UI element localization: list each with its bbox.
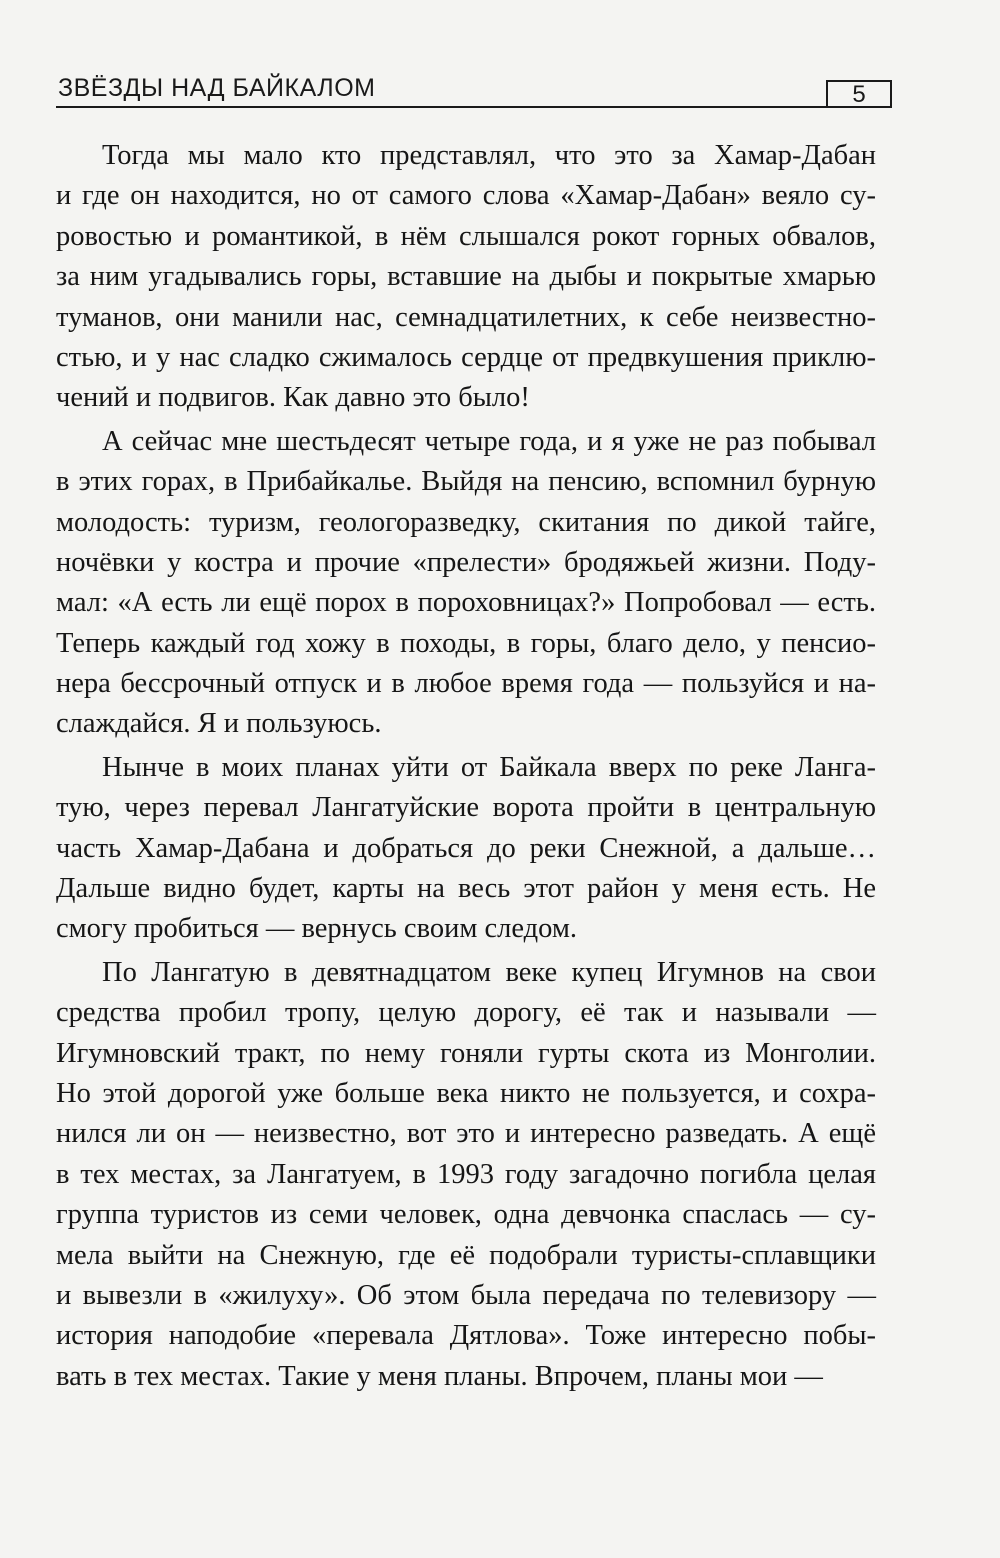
text-line: ночёвки у костра и прочие «прелести» бродяжьей жизни. Поду- xyxy=(56,546,876,578)
text-line: По Лангатую в девятнадцатом веке купец Игумнов на свои xyxy=(102,956,876,988)
text-line: Но этой дорогой уже больше века никто не пользуется, и сохра- xyxy=(56,1077,876,1109)
text-line: молодость: туризм, геологоразведку, скитания по дикой тайге, xyxy=(56,506,876,538)
body-text xyxy=(56,136,876,1400)
text-line: Нынче в моих планах уйти от Байкала вверх по реке Ланга- xyxy=(102,751,876,783)
text-line: Игумновский тракт, по нему гоняли гурты скота из Монголии. xyxy=(56,1037,876,1069)
text-line: туманов, они манили нас, семнадцатилетних, к себе неизвестно- xyxy=(56,301,876,333)
text-line: вать в тех местах. Такие у меня планы. Впрочем, планы мои — xyxy=(56,1360,823,1392)
text-line: смогу пробиться — вернусь своим следом. xyxy=(56,913,578,945)
text-line: Тогда мы мало кто представлял, что это за Хамар-Дабан xyxy=(102,140,876,171)
text-line: часть Хамар-Дабана и добраться до реки Снежной, а дальше… xyxy=(56,832,876,864)
text-line: мела выйти на Снежную, где её подобрали туристы-сплавщики xyxy=(56,1239,876,1271)
page-number: 5 xyxy=(826,80,892,106)
text-line: и вывезли в «жилуху». Об этом была передача по телевизору — xyxy=(56,1279,876,1311)
text-line: стью, и у нас сладко сжималось сердце от предвкушения приклю- xyxy=(56,341,876,373)
header-rule xyxy=(56,106,892,108)
text-line: Теперь каждый год хожу в походы, в горы, благо дело, у пенсио- xyxy=(56,627,876,659)
paragraph xyxy=(56,953,876,1397)
text-line: А сейчас мне шестьдесят четыре года, и я уже не раз побывал xyxy=(102,425,876,457)
text-line: группа туристов из семи человек, одна девчонка спаслась — су- xyxy=(56,1199,876,1231)
text-line: нера бессрочный отпуск и в любое время года — пользуйся и на- xyxy=(56,668,876,700)
text-line: тую, через перевал Лангатуйские ворота пройти в центральную xyxy=(56,792,876,824)
running-title: ЗВЁЗДЫ НАД БАЙКАЛОМ xyxy=(58,74,376,102)
text-line: ровостью и романтикой, в нём слышался рокот горных обвалов, xyxy=(56,220,876,252)
text-line: за ним угадывались горы, вставшие на дыбы и покрытые хмарью xyxy=(56,261,876,293)
text-line: средства пробил тропу, целую дорогу, её так и называли — xyxy=(56,997,876,1029)
paragraph xyxy=(56,136,876,419)
text-line: чений и подвигов. Как давно это было! xyxy=(56,382,530,414)
paragraph xyxy=(56,748,876,950)
text-line: Дальше видно будет, карты на весь этот район у меня есть. Не xyxy=(56,873,876,905)
text-line: нился ли он — неизвестно, вот это и интересно разведать. А ещё xyxy=(56,1118,876,1150)
text-line: и где он находится, но от самого слова «Хамар-Дабан» веяло су- xyxy=(56,180,876,212)
paragraph xyxy=(56,422,876,745)
page-header xyxy=(56,64,892,110)
text-line: в тех местах, за Лангатуем, в 1993 году загадочно погибла целая xyxy=(56,1158,876,1190)
text-line: история наподобие «перевала Дятлова». Тоже интересно побы- xyxy=(56,1320,876,1352)
text-line: слаждайся. Я и пользуюсь. xyxy=(56,708,382,740)
text-line: мал: «А есть ли ещё порох в пороховницах?» Попробовал — есть. xyxy=(56,587,876,619)
text-line: в этих горах, в Прибайкалье. Выйдя на пенсию, вспомнил бурную xyxy=(56,466,876,498)
